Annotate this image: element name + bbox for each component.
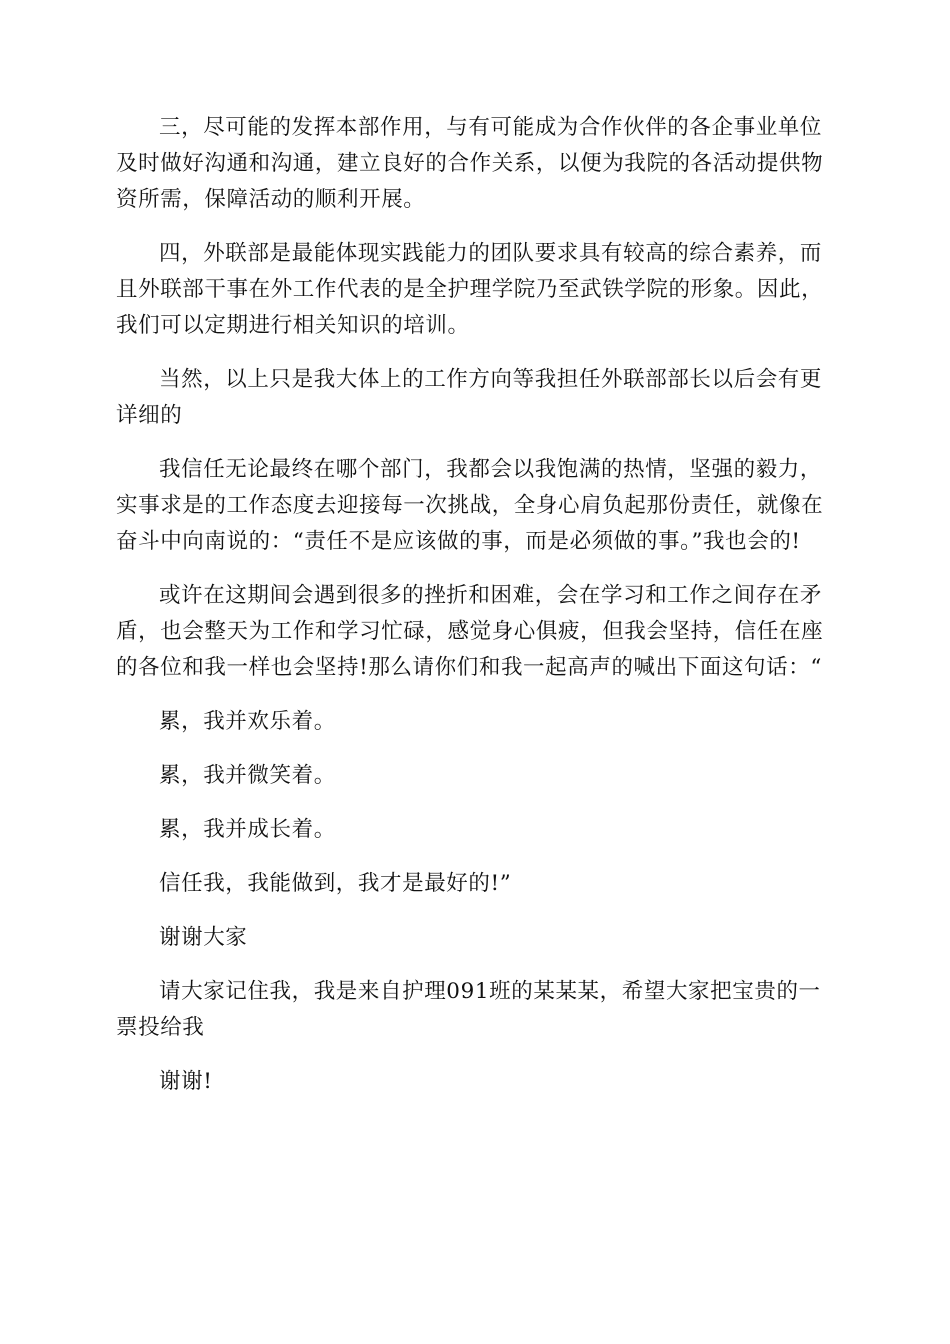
closing-thanks: 谢谢!	[159, 1069, 213, 1094]
paragraph-perseverance: 或许在这期间会遇到很多的挫折和困难，会在学习和工作之间存在矛盾，也会整天为工作和学习忙碌，感觉身心俱疲，但我会坚持，信任在座的各位和我一样也会坚持!那么请你们和我一起高声的喊出下面这句话：“	[116, 583, 824, 680]
thanks-everyone: 谢谢大家	[159, 925, 248, 950]
slogan-line-2: 累，我并微笑着。	[159, 763, 336, 788]
slogan-line-3: 累，我并成长着。	[159, 817, 336, 842]
paragraph-commitment: 我信任无论最终在哪个部门，我都会以我饱满的热情，坚强的毅力，实事求是的工作态度去迎接每一次挑战，全身心肩负起那份责任，就像在奋斗中向南说的：“责任不是应该做的事，而是必须做的事。”我也会的!	[116, 457, 824, 554]
slogan-line-1: 累，我并欢乐着。	[159, 709, 336, 734]
paragraph-3: 三，尽可能的发挥本部作用，与有可能成为合作伙伴的各企事业单位及时做好沟通和沟通，建立良好的合作关系，以便为我院的各活动提供物资所需，保障活动的顺利开展。	[116, 115, 824, 212]
paragraph-4: 四，外联部是最能体现实践能力的团队要求具有较高的综合素养，而且外联部干事在外工作代表的是全护理学院乃至武铁学院的形象。因此，我们可以定期进行相关知识的培训。	[116, 241, 824, 338]
document-body	[116, 110, 836, 1118]
slogan-line-4: 信任我，我能做到，我才是最好的!”	[159, 871, 512, 896]
paragraph-conclusion: 当然，以上只是我大体上的工作方向等我担任外联部部长以后会有更详细的	[116, 367, 823, 428]
vote-request: 请大家记住我，我是来自护理091班的某某某，希望大家把宝贵的一票投给我	[116, 979, 821, 1040]
